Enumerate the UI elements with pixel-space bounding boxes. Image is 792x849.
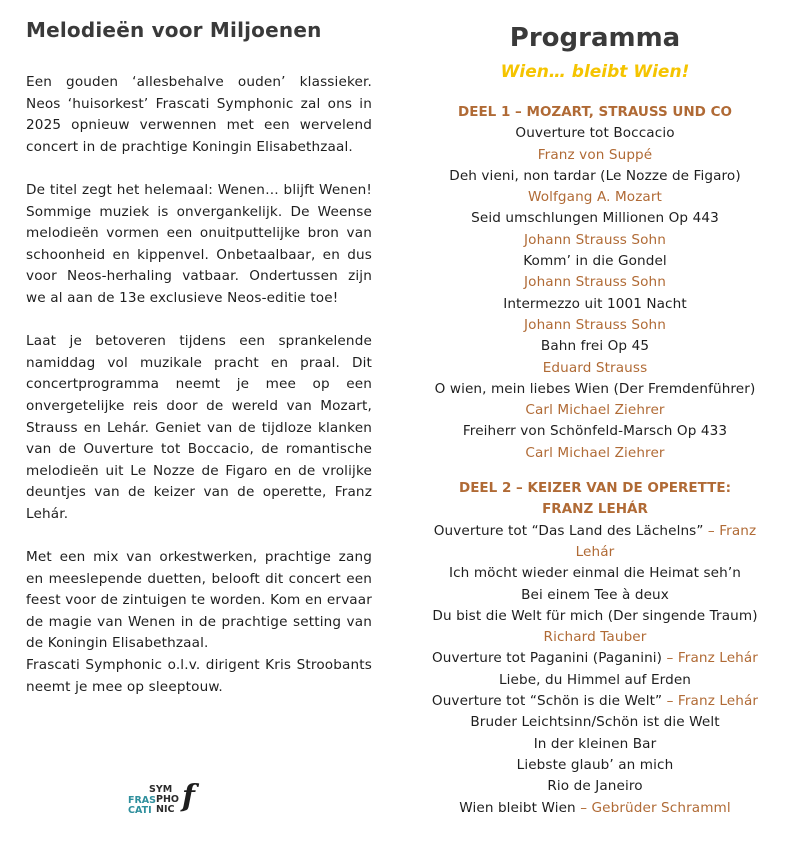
composer-name: Eduard Strauss (542, 359, 648, 376)
work-title: Du bist die Welt für mich (Der singende Traum) (432, 607, 758, 624)
logo-text-nic: NIC (156, 804, 175, 815)
deel-1-list (405, 123, 785, 464)
program-subtitle: Wien… bleibt Wien! (500, 62, 690, 82)
composer-name: Wolfgang A. Mozart (528, 189, 662, 206)
work-title: In der kleinen Bar (533, 735, 657, 752)
logo-text-pho: PHO (156, 794, 179, 805)
composer-name: Franz von Suppé (537, 146, 653, 163)
deel-2-heading-line-2: FRANZ LEHÁR (542, 501, 648, 518)
intro-column (26, 18, 372, 698)
intro-paragraph-3: Laat je betoveren tijdens een sprankelende namiddag vol muzikale pracht en praal. Dit concertprogramma neemt je mee op een onvergetelijke reis door de wereld van Mozart, Strauss en Lehár. Geniet van de tijdloze klanken van de Ouverture tot Boccacio, de romantische melodieën uit Le Nozze de Figaro en de vrolijke deuntjes van de keizer van de operette, Franz Lehár. (26, 333, 372, 522)
work-title: Liebe, du Himmel auf Erden (498, 671, 692, 688)
work-title: Bruder Leichtsinn/Schön ist die Welt (470, 714, 720, 731)
composer-name: – Franz Lehár (662, 693, 759, 710)
work-title: Deh vieni, non tardar (Le Nozze de Figaro) (449, 167, 741, 184)
work-title: Ouverture tot Paganini (Paganini) (432, 650, 663, 667)
composer-name: Johann Strauss Sohn (524, 274, 666, 291)
deel-2-heading-line-1: DEEL 2 – KEIZER VAN DE OPERETTE: (459, 480, 731, 497)
deel-1-heading: DEEL 1 – MOZART, STRAUSS UND CO (458, 104, 732, 120)
composer-name: – Gebrüder Schramml (575, 799, 731, 816)
intro-paragraph-5: Frascati Symphonic o.l.v. dirigent Kris Stroobants neemt je mee op sleeptouw. (26, 657, 372, 695)
work-title: Bahn frei Op 45 (540, 338, 650, 355)
composer-name: – Franz (703, 522, 757, 539)
work-title: Komm’ in die Gondel (523, 253, 667, 270)
work-title: Ouverture tot “Schön is die Welt” (431, 693, 663, 710)
work-title: Ich möcht wieder einmal die Heimat seh’n (449, 565, 741, 582)
composer-name: Richard Tauber (543, 629, 647, 646)
composer-name: Lehár (575, 543, 615, 560)
work-title: Ouverture tot Boccacio (515, 125, 675, 142)
logo-text-cati: CATI (128, 805, 152, 816)
work-title: Intermezzo uit 1001 Nacht (503, 295, 687, 312)
composer-name: Carl Michael Ziehrer (525, 444, 665, 461)
program-item (405, 648, 785, 669)
work-title: Ouverture tot “Das Land des Lächelns” (433, 522, 704, 539)
frascati-symphonic-logo (128, 779, 208, 820)
program-item (405, 521, 785, 542)
work-title: Liebste glaub’ an mich (516, 756, 674, 773)
work-title: O wien, mein liebes Wien (Der Fremdenführer) (434, 380, 756, 397)
logo-f-mark: f (182, 779, 195, 814)
composer-name: – Franz Lehár (662, 650, 758, 667)
work-title: Freiherr von Schönfeld-Marsch Op 433 (462, 423, 728, 440)
intro-paragraph-1: Een gouden ‘allesbehalve ouden’ klassieker. Neos ‘huisorkest’ Frascati Symphonic zal ons in 2025 opnieuw verwennen met een wervelend concert in de prachtige Koningin Elisabethzaal. (26, 74, 372, 155)
composer-name: Johann Strauss Sohn (524, 231, 666, 248)
composer-name: Carl Michael Ziehrer (525, 402, 665, 419)
logo-text-sym: SYM (149, 784, 173, 795)
intro-paragraph-4: Met een mix van orkestwerken, prachtige zang en meeslepende duetten, belooft dit concert een feest voor de zintuigen te worden. Kom en ervaar de magie van Wenen in de prachtige setting van de Koningin Elisabethzaal. (26, 549, 372, 652)
work-title: Seid umschlungen Millionen Op 443 (471, 210, 719, 227)
work-title: Rio de Janeiro (547, 778, 643, 795)
program-title: Programma (509, 23, 681, 53)
intro-paragraph-2: De titel zegt het helemaal: Wenen… blijft Wenen! Sommige muziek is onvergankelijk. De Weense melodieën vormen een onuitputtelijke bron van schoonheid en kippenvel. Onbetaalbaar, en dus voor Neos-herhaling vatbaar. Ondertussen zijn we al aan de 13e exclusieve Neos-editie toe! (26, 181, 372, 306)
work-title: Bei einem Tee à deux (521, 586, 669, 603)
logo-text-fras: FRAS (128, 795, 156, 806)
composer-name: Johann Strauss Sohn (524, 316, 666, 333)
program-item (405, 691, 785, 712)
intro-title: Melodieën voor Miljoenen (26, 18, 322, 42)
program-item (405, 798, 785, 819)
work-title: Wien bleibt Wien (459, 799, 576, 816)
program-column (405, 18, 785, 819)
